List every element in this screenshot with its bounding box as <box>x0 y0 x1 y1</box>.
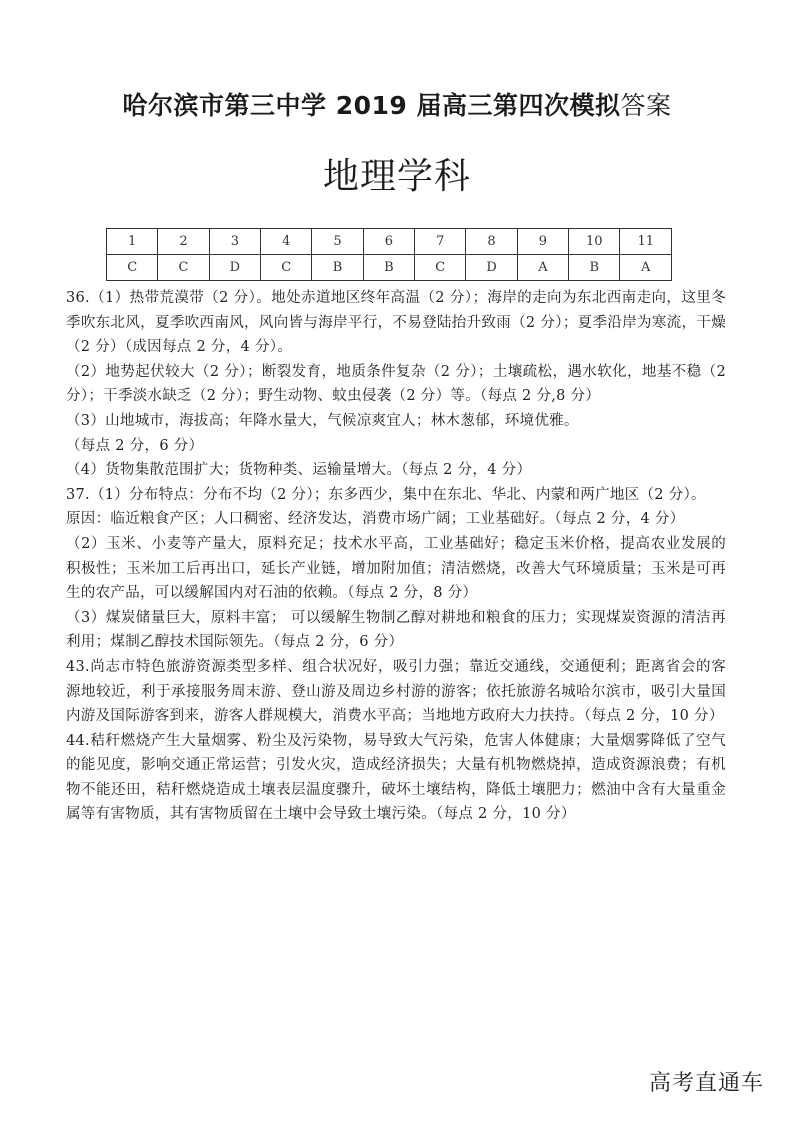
paragraph-q36-2: （2）地势起伏较大（2 分）；断裂发育，地质条件复杂（2 分）；土壤疏松，遇水软化，地基不稳（2 分）；干季淡水缺乏（2 分）；野生动物、蚊虫侵袭（2 分）等。（每点 2 分,8 分） <box>66 363 726 405</box>
question-number: 10 <box>569 229 620 255</box>
answer-table <box>106 228 672 281</box>
answer-cell: C <box>261 255 312 281</box>
question-number: 7 <box>415 229 466 255</box>
answer-explanations <box>66 286 726 827</box>
watermark-logo-text: 高考直通车 <box>648 1071 764 1096</box>
question-number: 11 <box>620 229 672 255</box>
answer-cell: B <box>363 255 414 281</box>
answer-cell: B <box>569 255 620 281</box>
paragraph-q37-1: 37.（1）分布特点：分布不均（2 分）；东多西少，集中在东北、华北、内蒙和两广地区（2 分）。 <box>66 486 706 503</box>
answer-cell: D <box>209 255 260 281</box>
paragraph-q44: 44.秸秆燃烧产生大量烟雾、粉尘及污染物，易导致大气污染，危害人体健康；大量烟雾降低了空气的能见度，影响交通正常运营；引发火灾，造成经济损失；大量有机物燃烧掉，造成资源浪费；有机物不能还田，秸秆燃烧造成土壤表层温度骤升，破坏土壤结构，降低土壤肥力；燃油中含有大量重金属等有害物质，其有害物质留在土壤中会导致土壤污染。（每点 2 分，10 分） <box>66 732 726 823</box>
paragraph-q36-1: 36.（1）热带荒漠带（2 分）。地处赤道地区终年高温（2 分）；海岸的走向为东北西南走向，这里冬季吹东北风，夏季吹西南风，风向皆与海岸平行，不易登陆抬升致雨（2 分）；夏季沿岸为寒流，干燥（2 分）（成因每点 2 分，4 分）。 <box>66 290 726 356</box>
answer-cell: D <box>466 255 517 281</box>
question-number: 8 <box>466 229 517 255</box>
paragraph-q37-3: （3）煤炭储量巨大，原料丰富； 可以缓解生物制乙醇对耕地和粮食的压力；实现煤炭资源的清洁再利用；煤制乙醇技术国际领先。（每点 2 分，6 分） <box>66 609 726 651</box>
question-number: 4 <box>261 229 312 255</box>
subject-heading: 地理学科 <box>322 156 471 197</box>
answer-cell: C <box>158 255 209 281</box>
question-number: 6 <box>363 229 414 255</box>
question-number: 1 <box>107 229 158 255</box>
document-title <box>0 86 794 122</box>
title-main: 哈尔滨市第三中学 2019 届高三第四次模拟 <box>122 91 621 120</box>
title-suffix: 答案 <box>620 91 672 120</box>
answer-cell: C <box>415 255 466 281</box>
question-number: 5 <box>312 229 363 255</box>
paragraph-q36-3: （3）山地城市，海拔高；年降水量大，气候凉爽宜人；林木葱郁，环境优雅。 <box>66 412 579 429</box>
paragraph-q36-3-score: （每点 2 分，6 分） <box>66 437 204 454</box>
paragraph-q37-2: （2）玉米、小麦等产量大，原料充足；技术水平高，工业基础好；稳定玉米价格，提高农业发展的积极性；玉米加工后再出口，延长产业链，增加附加值；清洁燃烧，改善大气环境质量；玉米是可再生的农产品，可以缓解国内对石油的依赖。（每点 2 分，8 分） <box>66 535 726 602</box>
question-number-row <box>107 229 672 255</box>
answer-cell: A <box>620 255 672 281</box>
question-number: 3 <box>209 229 260 255</box>
answer-cell: B <box>312 255 363 281</box>
answer-row <box>107 255 672 281</box>
question-number: 2 <box>158 229 209 255</box>
paragraph-q36-4: （4）货物集散范围扩大；货物种类、运输量增大。（每点 2 分，4 分） <box>66 462 532 479</box>
paragraph-q37-1-reason: 原因：临近粮食产区；人口稠密、经济发达，消费市场广阔；工业基础好。（每点 2 分，4 分） <box>66 511 685 528</box>
question-number: 9 <box>517 229 568 255</box>
answer-cell: C <box>107 255 158 281</box>
paragraph-q43: 43.尚志市特色旅游资源类型多样、组合状况好，吸引力强；靠近交通线，交通便利；距离省会的客源地较近，利于承接服务周末游、登山游及周边乡村游的游客；依托旅游名城哈尔滨市，吸引大量国内游及国际游客到来，游客人群规模大，消费水平高；当地地方政府大力扶持。（每点 2 分，10 分） <box>66 658 726 725</box>
answer-cell: A <box>517 255 568 281</box>
